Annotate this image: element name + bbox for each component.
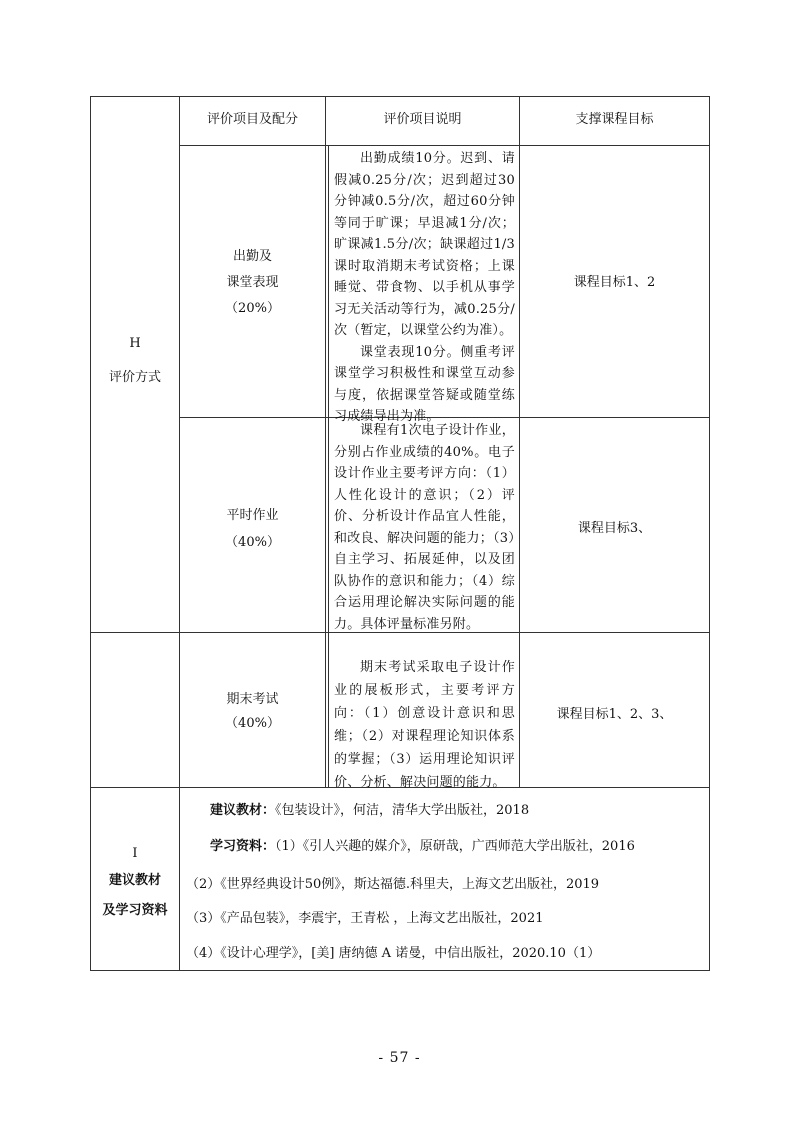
- section-i-letter: I: [132, 846, 138, 861]
- section-i-title-line2: 及学习资料: [102, 903, 168, 918]
- desc-left-border: [325, 96, 326, 788]
- row2-desc: [334, 420, 515, 635]
- row1-goal: 课程目标1、2: [573, 275, 656, 290]
- row3-item: [180, 688, 325, 736]
- row1-item-line3: （20%）: [225, 301, 280, 316]
- row3-desc-para1: 期末考试采取电子设计作业的展板形式，主要考评方向：（1）创意设计意识和思维；（2）对课程理论知识体系的掌握；（3）运用理论知识评价、分析、解决问题的能力。: [334, 660, 515, 790]
- row2-item-line1: 平时作业: [226, 508, 279, 523]
- row1-item-line2: 课堂表现: [226, 275, 279, 290]
- study-entry-4: （4）《设计心理学》，[美] 唐纳德 A 诺曼，中信出版社，2020.10（1）: [186, 946, 601, 961]
- study-label: 学习资料：: [210, 839, 276, 854]
- row1-item: [180, 244, 325, 322]
- row1-desc: [334, 148, 515, 428]
- table-bottom-border: [90, 970, 710, 971]
- row2-desc-para1: 课程有1次电子设计作业，分别占作业成绩的40%。电子设计作业主要考评方向：（1）人性化设计的意识；（2）评价、分析设计作品宜人性能，和改良、解决问题的能力；（3）自主学习、拓展延伸，以及团队协作的意识和能力；（4）综合运用理论解决实际问题的能力。具体评量标准另附。: [334, 423, 515, 632]
- section-h-letter: H: [129, 336, 141, 351]
- page-number: - 57 -: [378, 1050, 421, 1066]
- header-item-cell: 评价项目及配分: [206, 112, 298, 127]
- row3-goal: 课程目标1、2、3、: [556, 707, 673, 722]
- row1-desc-para1: 出勤成绩10分。迟到、请假减0.25分/次；迟到超过30分钟减0.5分/次，超过60分钟等同于旷课；早退减1分/次；旷课减1.5分/次；缺课超过1/3课时取消期末考试资格；上课睡觉、带食物、以手机从事学习无关活动等行为，减0.25分/次（暂定，以课堂公约为准）。: [334, 151, 515, 338]
- header-bottom-border: [179, 145, 710, 146]
- table-left-border: [90, 96, 91, 971]
- row1-desc-para2: 课堂表现10分。侧重考评课堂学习积极性和课堂互动参与度，依据课堂答疑或随堂练习成绩导出为准。: [334, 344, 515, 424]
- header-goal-cell: 支撑课程目标: [575, 112, 654, 127]
- header-desc-cell: 评价项目说明: [383, 112, 462, 127]
- row1-item-line1: 出勤及: [232, 249, 272, 264]
- row2-item: [180, 502, 325, 556]
- section-h-title: 评价方式: [108, 370, 161, 385]
- section-i-title-line1: 建议教材: [108, 873, 161, 888]
- study-entry-2: （2）《世界经典设计50例》，斯达福德.科里夫，上海文艺出版社，2019: [186, 877, 600, 892]
- desc-left-inner-border: [328, 145, 329, 788]
- row2-item-line2: （40%）: [225, 535, 280, 550]
- study-entry-1: （1）《引人兴趣的媒介》，原研哉，广西师范大学出版社，2016: [275, 839, 635, 854]
- table-right-border: [709, 96, 710, 971]
- row3-item-line1: 期末考试: [226, 692, 279, 707]
- row2-goal: 课程目标3、: [577, 521, 652, 536]
- study-line: [210, 837, 635, 857]
- row3-item-line2: （40%）: [225, 716, 280, 731]
- row3-desc: [334, 656, 515, 794]
- textbook-entry: 《包装设计》，何洁，清华大学出版社，2018: [275, 803, 530, 818]
- study-entry-3: （3）《产品包装》，李震宇，王青松 ，上海文艺出版社，2021: [186, 911, 544, 926]
- textbook-label: 建议教材：: [210, 803, 276, 818]
- table-top-border: [90, 96, 710, 97]
- desc-right-border: [519, 96, 520, 788]
- textbook-line: [210, 801, 529, 821]
